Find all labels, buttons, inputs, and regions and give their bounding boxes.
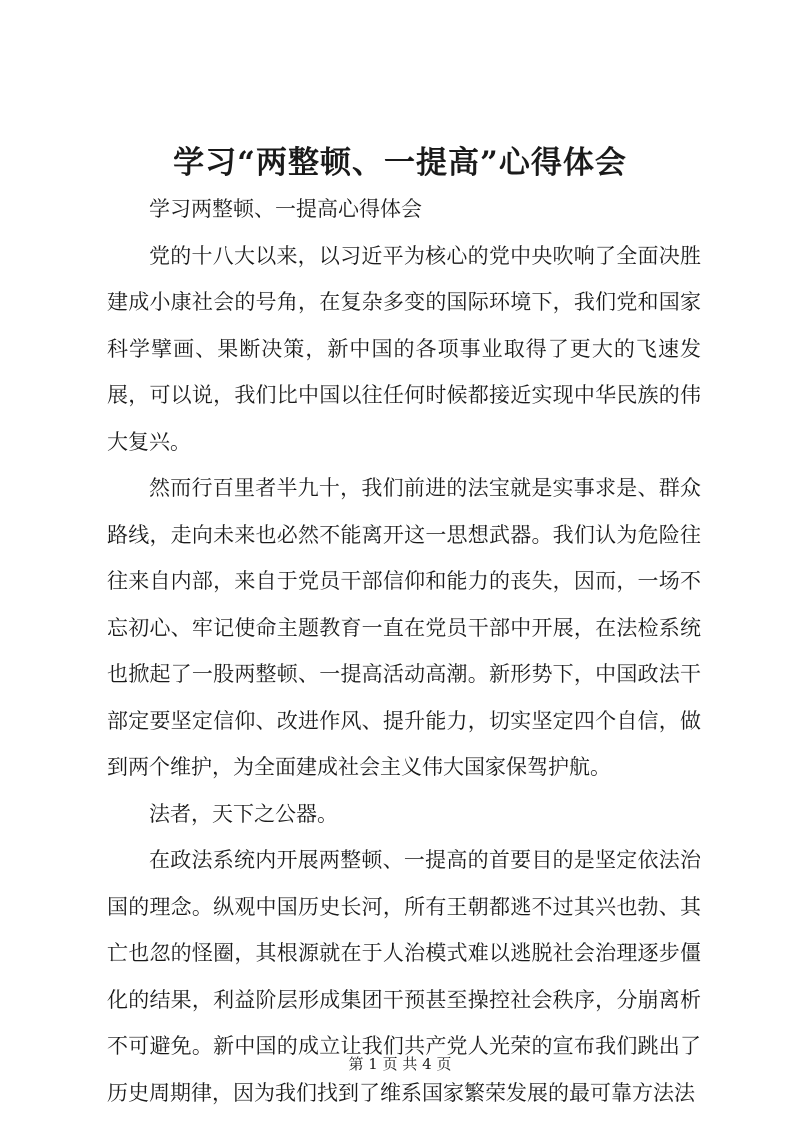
paragraph: 党的十八大以来，以习近平为核心的党中央吹响了全面决胜建成小康社会的号角，在复杂多变的国际环境下，我们党和国家科学擘画、果断决策，新中国的各项事业取得了更大的飞速发展，可以说，我们比中国以往任何时候都接近实现中华民族的伟大复兴。	[107, 243, 701, 454]
paragraph: 法者，天下之公器。	[149, 801, 338, 826]
paragraph-subtitle: 学习两整顿、一提高心得体会	[149, 197, 422, 221]
paragraph: 在政法系统内开展两整顿、一提高的首要目的是坚定依法治国的理念。纵观中国历史长河，所有王朝都逃不过其兴也勃、其亡也忽的怪圈，其根源就在于人治模式难以逃脱社会治理逐步僵化的结果，利益阶层形成集团干预甚至操控社会秩序，分崩离析不可避免。新中国的成立让我们共产党人光荣的宣布我们跳出了历史周期律，因为我们找到了维系国家繁荣发展的最可靠方法法	[107, 848, 701, 1105]
document-body	[107, 186, 701, 1116]
document-title: 学习“两整顿、一提高”心得体会	[173, 145, 627, 181]
paragraph: 然而行百里者半九十，我们前进的法宝就是实事求是、群众路线，走向未来也必然不能离开这一思想武器。我们认为危险往往来自内部，来自于党员干部信仰和能力的丧失，因而，一场不忘初心、牢记使命主题教育一直在党员干部中开展，在法检系统也掀起了一股两整顿、一提高活动高潮。新形势下，中国政法干部定要坚定信仰、改进作风、提升能力，切实坚定四个自信，做到两个维护，为全面建成社会主义伟大国家保驾护航。	[107, 476, 701, 779]
page-number-footer: 第 1 页 共 4 页	[348, 1055, 452, 1073]
